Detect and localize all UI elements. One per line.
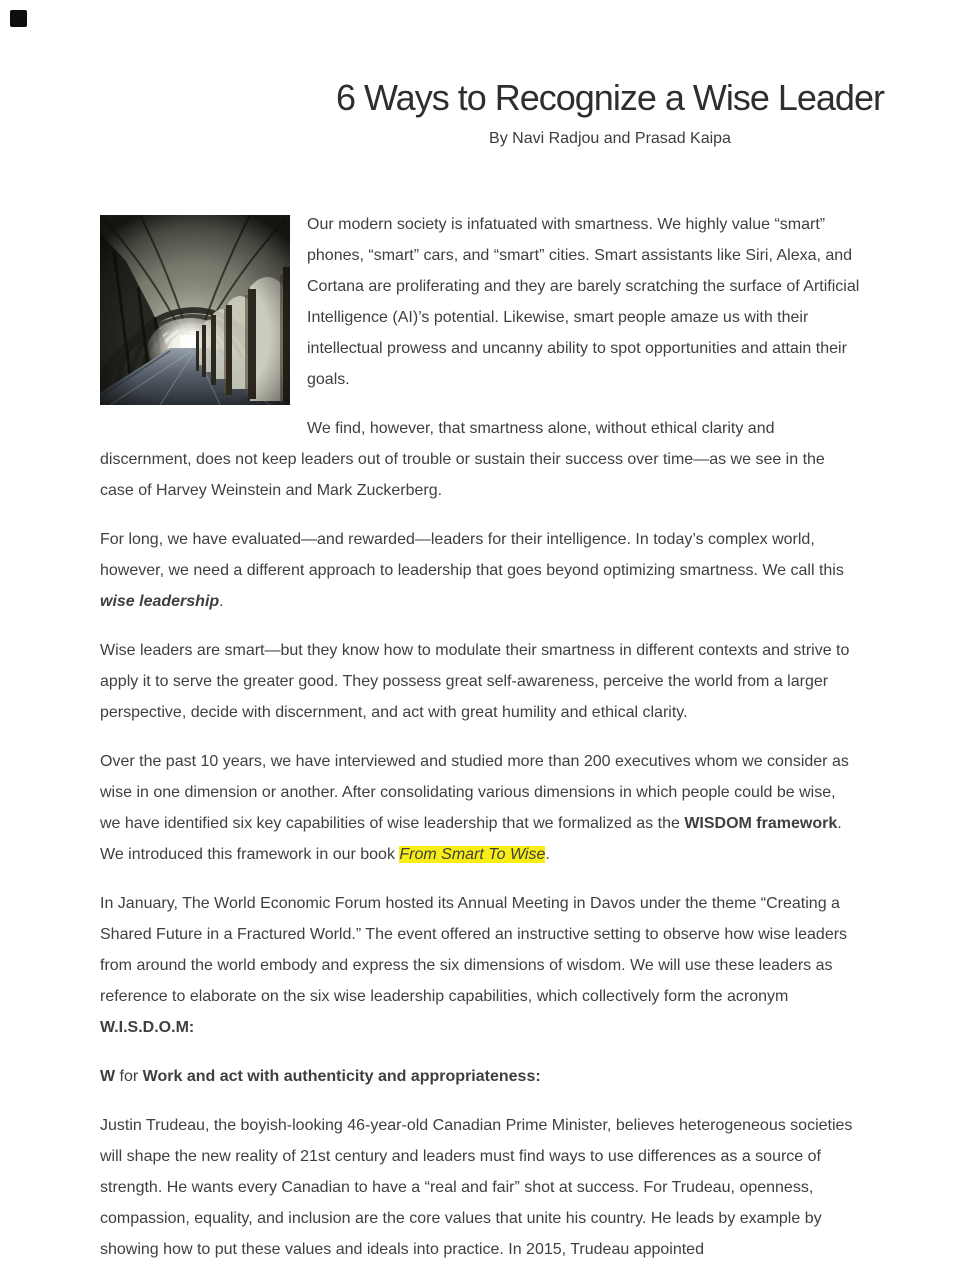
- paragraph: [100, 1110, 860, 1265]
- section-heading: [100, 1061, 860, 1092]
- text-segment: In January, The World Economic Forum hosted its Annual Meeting in Davos under the theme “Creating a Shared Future in a Fractured World.” The event offered an instructive setting to observe how wise leaders from around the world embody and express the six dimensions of wisdom. We will use these leaders as reference to elaborate on the six wise leadership capabilities, which collectively form the acronym: [100, 895, 848, 1005]
- text-segment: :: [188, 1019, 195, 1036]
- paragraph: [100, 413, 860, 506]
- text-segment: Over the past 10 years, we have interviewed and studied more than 200 executives whom we consider as wise in one dimension or another. After consolidating various dimensions in which people could be wise, we have identified six key capabilities of wise leadership that we formalized as the: [100, 753, 849, 832]
- article-body: [100, 209, 860, 1265]
- paragraph: [100, 888, 860, 1043]
- text-segment: .: [545, 846, 550, 863]
- text-segment: We find, however, that smartness alone, without ethical clarity and discernment, does not keep leaders out of trouble or sustain their success over time—as we see in the case of Harvey Weinstein and Mark Zuckerberg.: [100, 420, 825, 499]
- text-segment: W.I.S.D.O.M: [100, 1019, 189, 1036]
- text-segment: wise leadership: [100, 593, 220, 610]
- text-segment: WISDOM framework: [684, 815, 838, 832]
- paragraph: [100, 524, 860, 617]
- text-segment: Work and act with authenticity and appropriateness:: [142, 1068, 541, 1085]
- text-segment: . We introduced this framework in our book: [100, 815, 842, 863]
- text-segment: Wise leaders are smart—but they know how to modulate their smartness in different contexts and strive to apply it to serve the greater good. They possess great self-awareness, perceive the world from a larger perspective, decide with discernment, and act with great humility and ethical clarity.: [100, 642, 850, 721]
- text-segment: Justin Trudeau, the boyish-looking 46-year-old Canadian Prime Minister, believes heterogeneous societies will shape the new reality of 21st century and leaders must find ways to use differences as a source of strength. He wants every Canadian to have a “real and fair” shot at success. For Trudeau, openness, compassion, equality, and inclusion are the core values that unite his country. He leads by example by showing how to put these values and ideals into practice. In 2015, Trudeau appointed: [100, 1117, 853, 1258]
- article-photo: [100, 215, 290, 405]
- highlighted-text: From Smart To Wise: [399, 846, 546, 863]
- page-title: 6 Ways to Recognize a Wise Leader: [336, 77, 884, 118]
- byline: By Navi Radjou and Prasad Kaipa: [489, 130, 731, 147]
- corridor-photo-illustration: [100, 215, 290, 405]
- article-header: [0, 0, 960, 149]
- text-segment: .: [219, 593, 224, 610]
- text-segment: for: [115, 1068, 143, 1085]
- text-segment: W: [100, 1068, 116, 1085]
- top-left-marker: [10, 10, 27, 27]
- paragraph: [100, 635, 860, 728]
- text-segment: Our modern society is infatuated with smartness. We highly value “smart” phones, “smart” cars, and “smart” cities. Smart assistants like Siri, Alexa, and Cortana are proliferating and they are barely scratching the surface of Artificial Intelligence (AI)’s potential. Likewise, smart people amaze us with their intellectual prowess and uncanny ability to spot opportunities and attain their goals.: [307, 216, 860, 388]
- text-segment: For long, we have evaluated—and rewarded—leaders for their intelligence. In today’s complex world, however, we need a different approach to leadership that goes beyond optimizing smartness. We call this: [100, 531, 844, 579]
- paragraph: [100, 746, 860, 870]
